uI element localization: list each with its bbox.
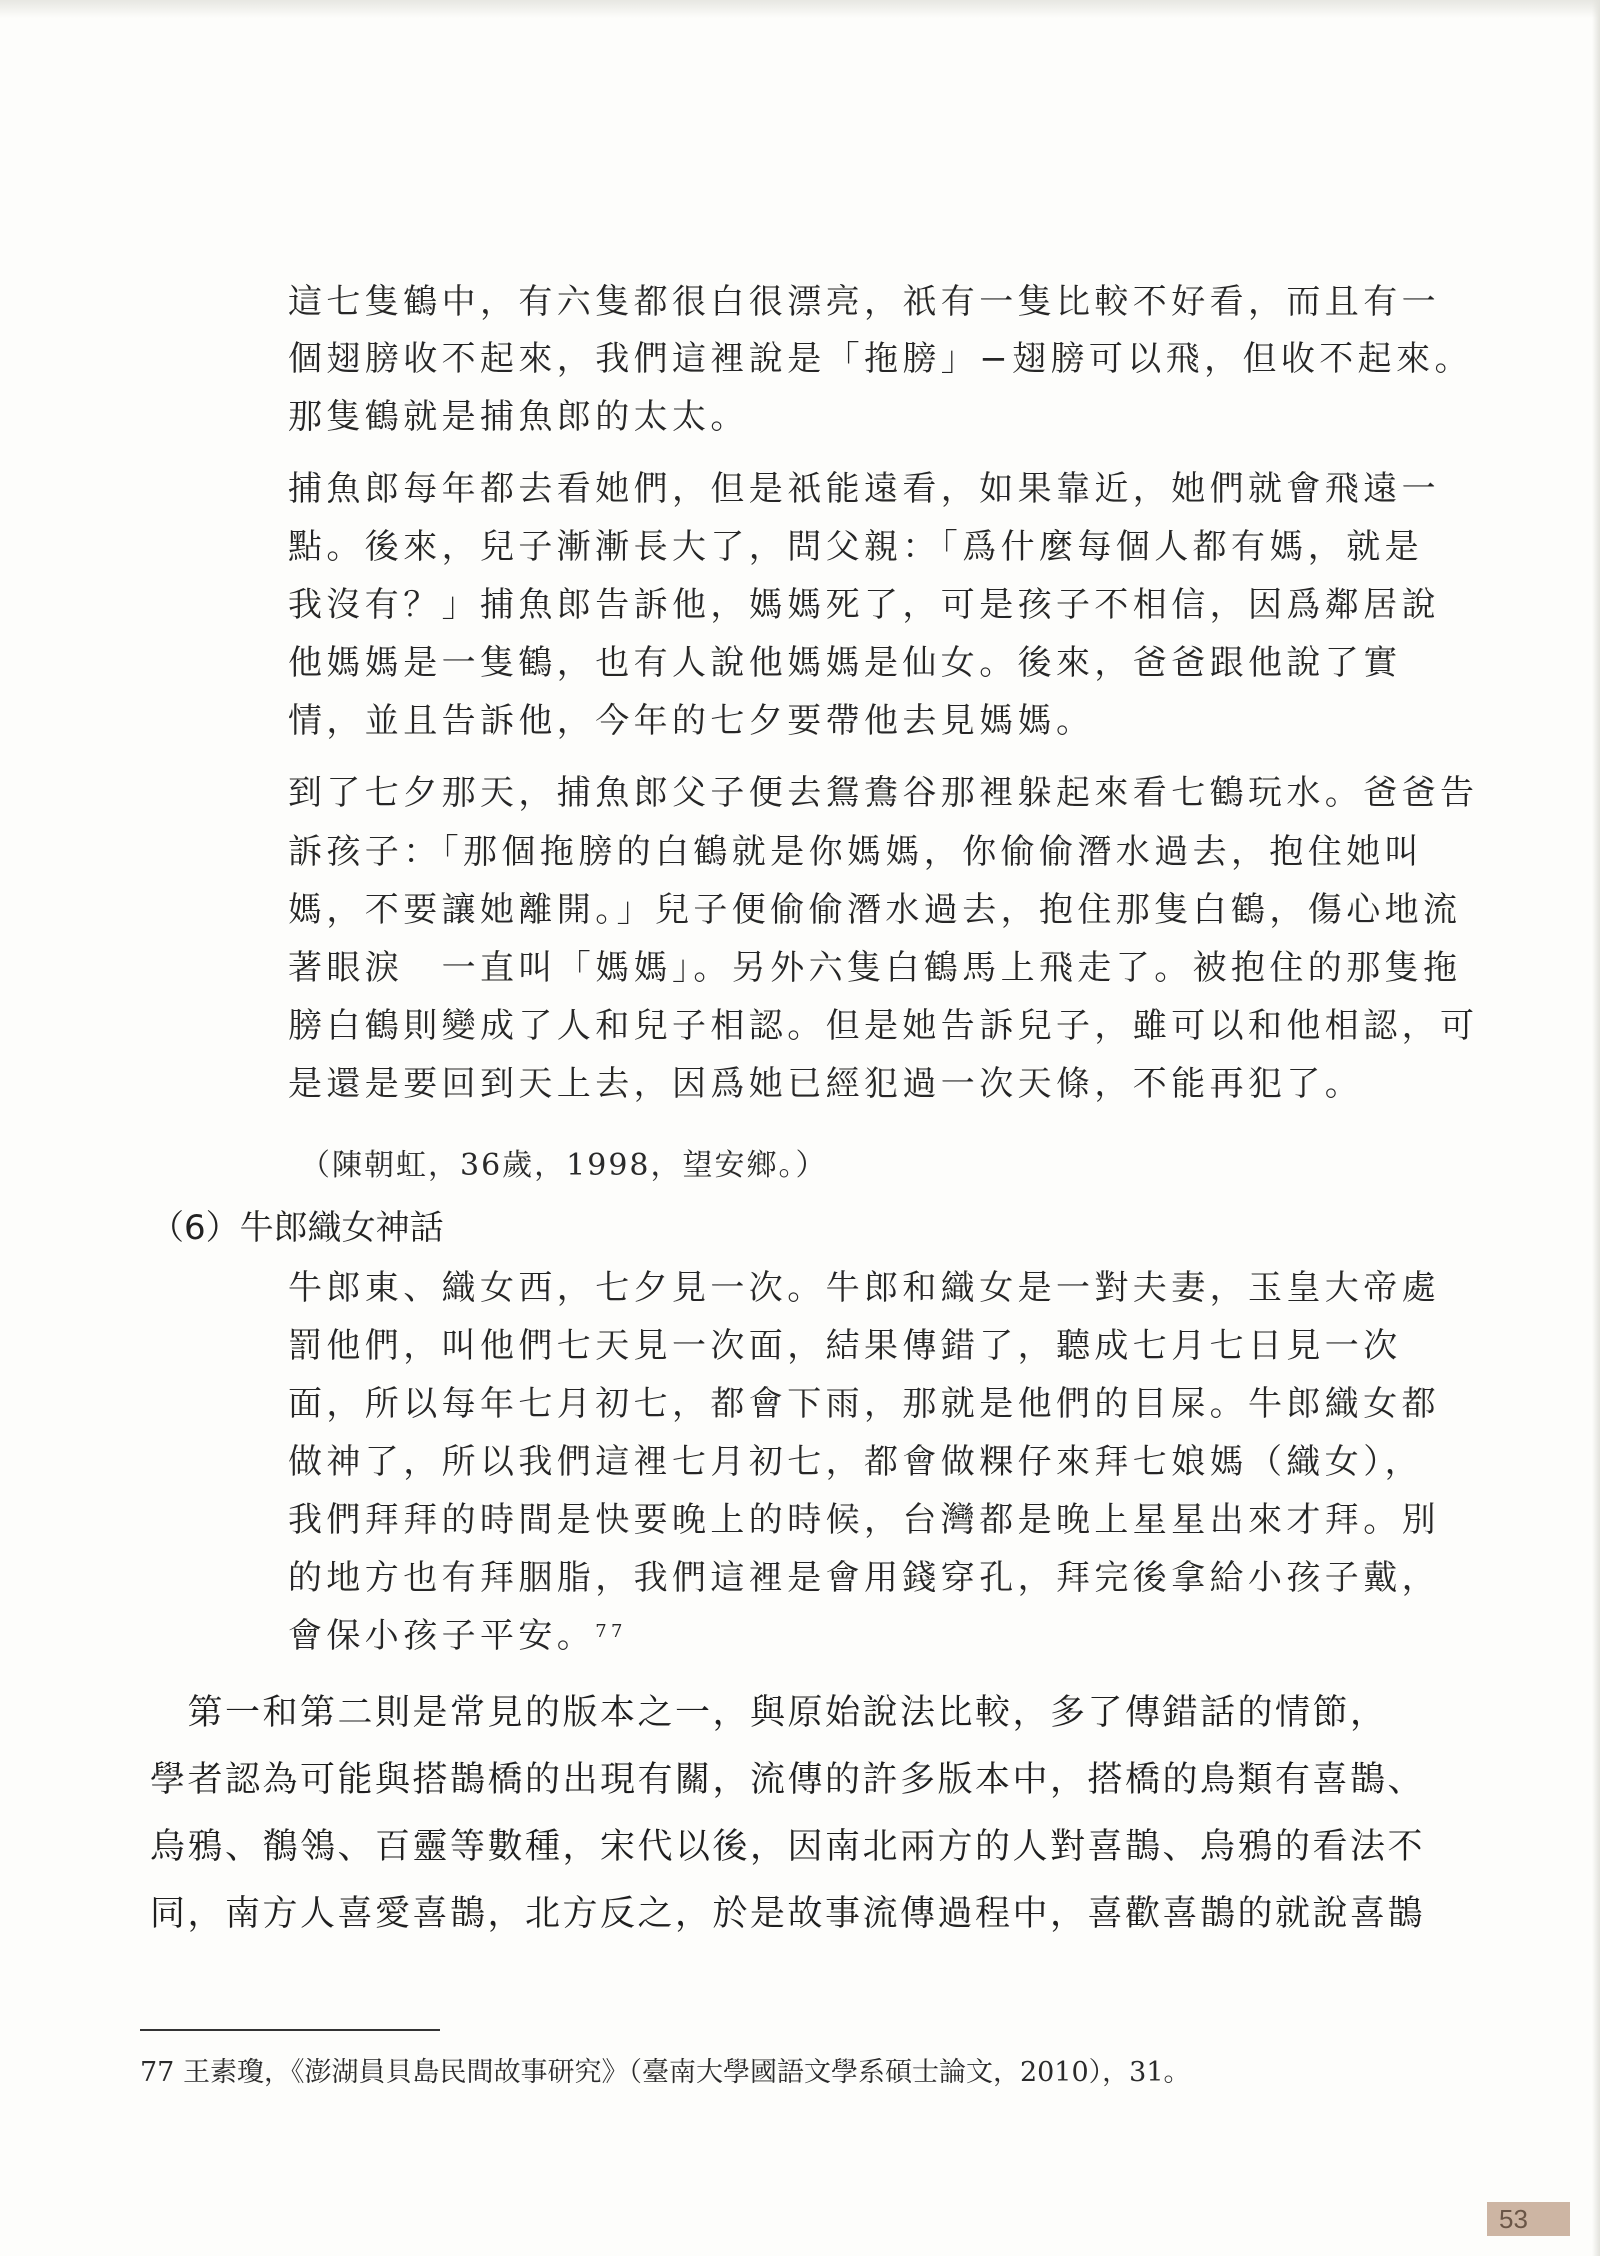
quote-line: 捕魚郎每年都去看她們，但是祇能遠看，如果靠近，她們就會飛遠一 — [288, 469, 1440, 509]
body-line: 第一和第二則是常見的版本之一，與原始說法比較，多了傳錯話的情節， — [150, 1693, 1388, 1733]
quote-line: 到了七夕那天，捕魚郎父子便去鴛鴦谷那裡躲起來看七鶴玩水。爸爸告 — [288, 773, 1479, 813]
footnote-divider — [140, 2029, 440, 2031]
quote-line: 那隻鶴就是捕魚郎的太太。 — [288, 397, 749, 437]
quote-line: 情，並且告訴他，今年的七夕要帶他去見媽媽。 — [288, 701, 1095, 741]
page-top-shadow — [0, 0, 1600, 18]
quote-line: 我們拜拜的時間是快要晚上的時候，台灣都是晚上星星出來才拜。別 — [288, 1500, 1440, 1540]
body-line: 學者認為可能與搭鵲橋的出現有關，流傳的許多版本中，搭橋的鳥類有喜鵲、 — [150, 1760, 1426, 1800]
quote-line — [288, 1614, 1328, 1658]
citation: （陳朝虹，36歲，1998，望安鄉。） — [300, 1148, 828, 1183]
quote-line: 的地方也有拜胭脂，我們這裡是會用錢穿孔，拜完後拿給小孩子戴， — [288, 1558, 1440, 1598]
quote-line: 這七隻鶴中，有六隻都很白很漂亮，祇有一隻比較不好看，而且有一 — [288, 282, 1440, 322]
quote-line: 膀白鶴則變成了人和兒子相認。但是她告訴兒子，雖可以和他相認，可 — [288, 1006, 1479, 1046]
body-line: 烏鴉、鶺鴒、百靈等數種，宋代以後，因南北兩方的人對喜鵲、烏鴉的看法不 — [150, 1827, 1426, 1867]
quote-line: 面，所以每年七月初七，都會下雨，那就是他們的目屎。牛郎織女都 — [288, 1384, 1440, 1424]
quote-line-text: 會保小孩子平安。 — [288, 1616, 596, 1656]
quote-line: 訴孩子：「那個拖膀的白鶴就是你媽媽，你偷偷潛水過去，抱住她叫 — [288, 832, 1423, 872]
quote-line: 牛郎東、織女西，七夕見一次。牛郎和織女是一對夫妻，玉皇大帝處 — [288, 1268, 1440, 1308]
page-number: 53 — [1487, 2202, 1570, 2236]
quote-line: 罰他們，叫他們七天見一次面，結果傳錯了，聽成七月七日見一次 — [288, 1326, 1402, 1366]
quote-line: 我沒有？」捕魚郎告訴他，媽媽死了，可是孩子不相信，因爲鄰居說 — [288, 585, 1440, 625]
body-line: 同，南方人喜愛喜鵲，北方反之，於是故事流傳過程中，喜歡喜鵲的就說喜鵲 — [150, 1894, 1426, 1934]
quote-line: 著眼淚 一直叫「媽媽」。另外六隻白鶴馬上飛走了。被抱住的那隻拖 — [288, 948, 1462, 988]
quote-line: 是還是要回到天上去，因爲她已經犯過一次天條，不能再犯了。 — [288, 1064, 1364, 1104]
quote-line: 點。後來，兒子漸漸長大了，問父親：「爲什麼每個人都有媽，就是 — [288, 527, 1423, 567]
quote-line: 媽，不要讓她離開。」兒子便偷偷潛水過去，抱住那隻白鶴，傷心地流 — [288, 890, 1462, 930]
quote-line: 個翅膀收不起來，我們這裡說是「拖膀」−翅膀可以飛，但收不起來。 — [288, 339, 1473, 379]
page-right-shadow — [1592, 0, 1600, 2256]
quote-line: 做神了，所以我們這裡七月初七，都會做粿仔來拜七娘媽（織女）， — [288, 1442, 1423, 1482]
footnote-reference[interactable]: 77 — [595, 1621, 627, 1642]
footnote: 77 王素瓊，《澎湖員貝島民間故事研究》（臺南大學國語文學系碩士論文，2010），31。 — [140, 2057, 1191, 2088]
section-heading: （6）牛郎織女神話 — [150, 1208, 444, 1248]
quote-line: 他媽媽是一隻鶴，也有人說他媽媽是仙女。後來，爸爸跟他說了實 — [288, 643, 1402, 683]
